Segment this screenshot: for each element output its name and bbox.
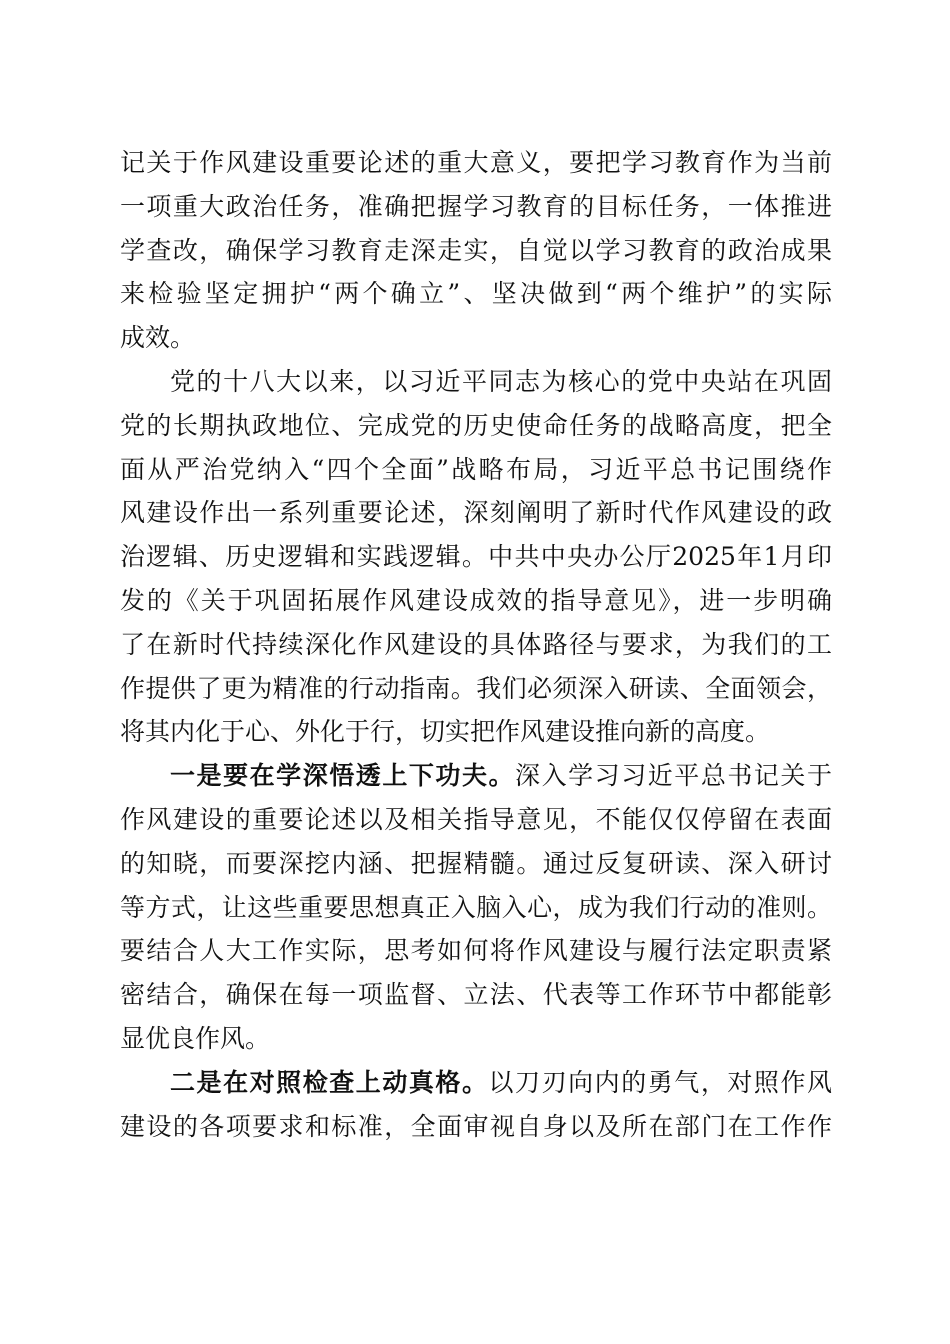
- text-line: 成效。: [120, 323, 196, 353]
- text-line: [120, 1061, 832, 1105]
- text-line: 了在新时代持续深化作风建设的具体路径与要求，为我们的工: [120, 629, 832, 659]
- text-line: 显优良作风。: [120, 1023, 271, 1053]
- paragraph-first-line-rest: 以刀刃向内的勇气，对照作风: [488, 1067, 832, 1097]
- document-body: [120, 141, 832, 1148]
- paragraph: [120, 1061, 832, 1149]
- text-line: 作提供了更为精准的行动指南。我们必须深入研读、全面领会，: [120, 673, 832, 703]
- text-line: 建设的各项要求和标准，全面审视自身以及所在部门在工作作: [120, 1111, 832, 1141]
- text-line: 密结合，确保在每一项监督、立法、代表等工作环节中都能彰: [120, 980, 832, 1010]
- text-line: 来检验坚定拥护“两个确立”、坚决做到“两个维护”的实际: [120, 279, 832, 309]
- paragraph: [120, 141, 832, 360]
- paragraph-first-line-rest: 深入学习习近平总书记关于: [515, 761, 832, 791]
- text-line: 发的《关于巩固拓展作风建设成效的指导意见》，进一步明确: [120, 585, 832, 615]
- paragraph-lead: 二是在对照检查上动真格。: [170, 1067, 489, 1097]
- text-line: 的知晓，而要深挖内涵、把握精髓。通过反复研读、深入研讨: [120, 848, 832, 878]
- text-line: 学查改，确保学习教育走深走实，自觉以学习教育的政治成果: [120, 235, 832, 265]
- text-line: 风建设作出一系列重要论述，深刻阐明了新时代作风建设的政: [120, 498, 832, 528]
- text-line: 记关于作风建设重要论述的重大意义，要把学习教育作为当前: [120, 148, 832, 177]
- text-line: [120, 754, 832, 798]
- paragraph: [120, 360, 832, 754]
- text-line: 作风建设的重要论述以及相关指导意见，不能仅仅停留在表面: [120, 804, 832, 834]
- text-line: 等方式，让这些重要思想真正入脑入心，成为我们行动的准则。: [120, 892, 832, 922]
- text-line: 要结合人大工作实际，思考如何将作风建设与履行法定职责紧: [120, 936, 832, 966]
- text-line: 将其内化于心、外化于行，切实把作风建设推向新的高度。: [120, 717, 771, 747]
- text-line: 面从严治党纳入“四个全面”战略布局，习近平总书记围绕作: [120, 454, 832, 484]
- text-line: 治逻辑、历史逻辑和实践逻辑。中共中央办公厅2025年1月印: [120, 542, 832, 572]
- text-line: 党的十八大以来，以习近平同志为核心的党中央站在巩固: [170, 366, 832, 396]
- text-line: 一项重大政治任务，准确把握学习教育的目标任务，一体推进: [120, 191, 832, 221]
- paragraph-lead: 一是要在学深悟透上下功夫。: [170, 761, 516, 791]
- paragraph: [120, 754, 832, 1061]
- text-line: 党的长期执政地位、完成党的历史使命任务的战略高度，把全: [120, 410, 832, 440]
